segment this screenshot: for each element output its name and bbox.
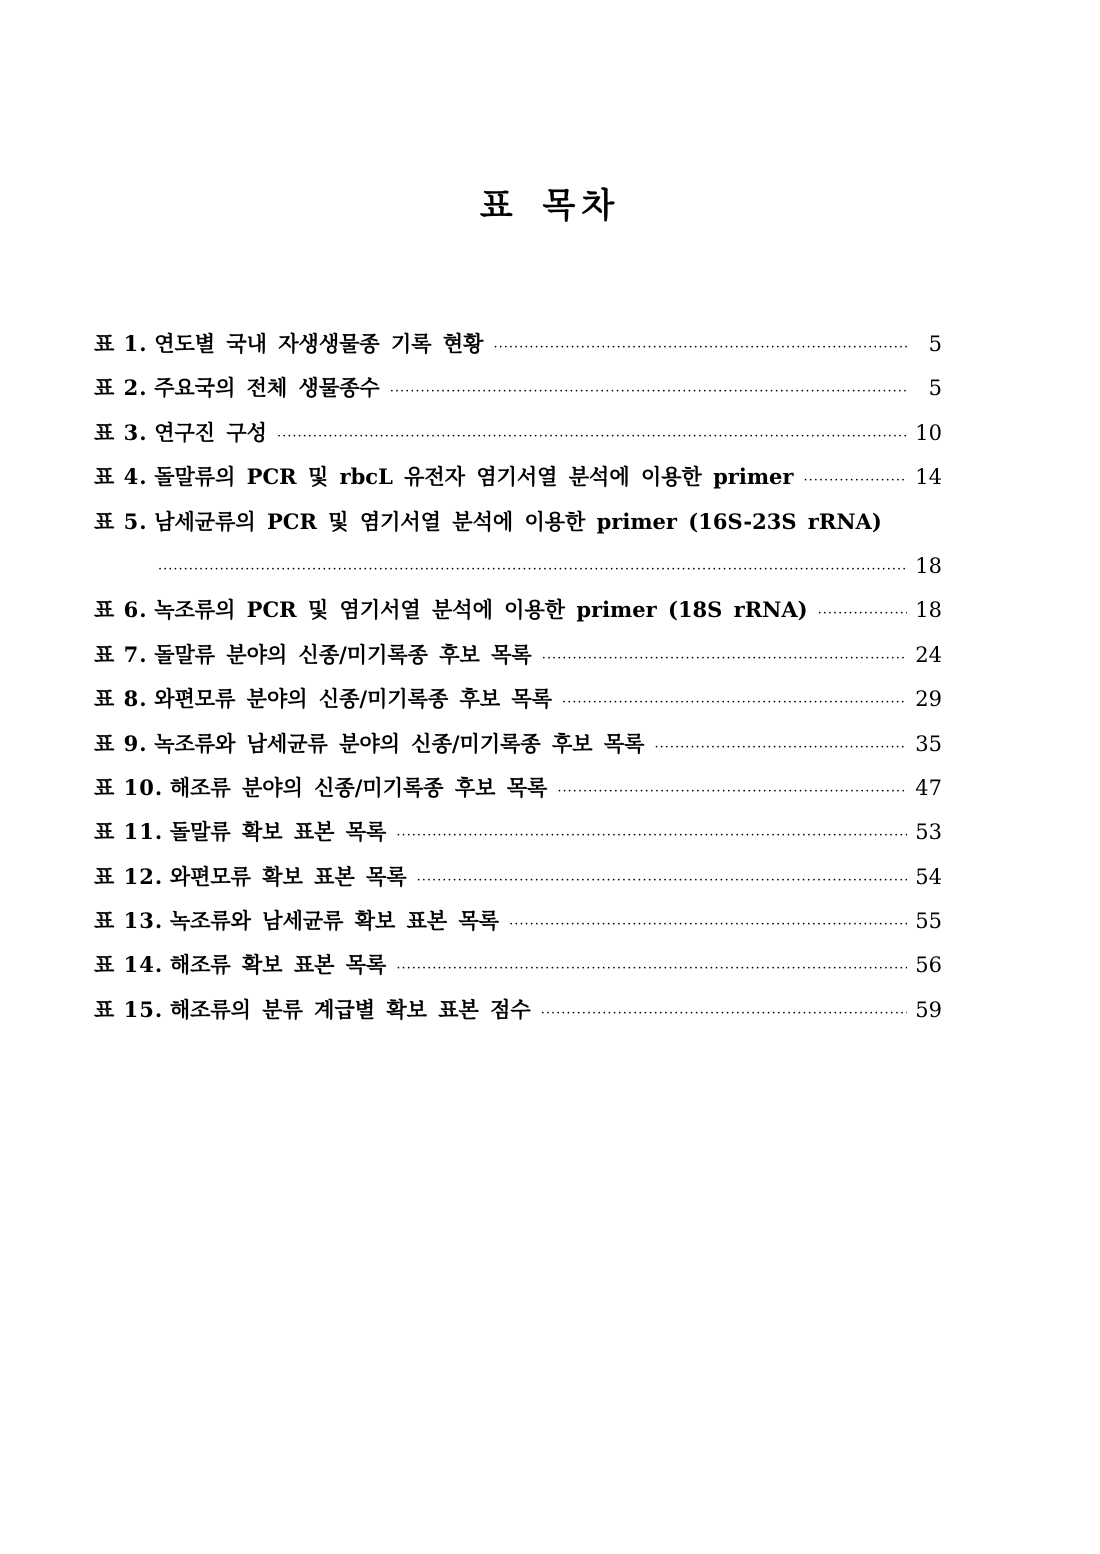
toc-entry-15[interactable] [94, 988, 942, 1032]
toc-entry-label: 녹조류와 남세균류 분야의 신종/미기록종 후보 목록 [154, 730, 645, 756]
toc-entry-number: 표 4. [94, 464, 148, 490]
toc-leader-dots [557, 770, 907, 814]
toc-entry-label: 해조류 분야의 신종/미기록종 후보 목록 [169, 774, 548, 800]
toc-entry-page: 14 [915, 465, 942, 490]
toc-entry-page: 55 [915, 909, 942, 934]
toc-entry-11[interactable] [94, 810, 942, 854]
toc-entry-label: 주요국의 전체 생물종수 [154, 375, 380, 401]
toc-entry-number: 표 7. [94, 641, 148, 667]
toc-entry-14[interactable] [94, 943, 942, 987]
toc-leader-dots [542, 637, 908, 681]
toc-entry-9[interactable] [94, 722, 942, 766]
toc-leader-dots [390, 370, 908, 414]
toc-entry-page: 5 [928, 376, 942, 401]
toc-leader-dots [803, 459, 907, 503]
toc-entry-number: 표 3. [94, 419, 148, 445]
toc-entry-5-continuation[interactable] [94, 544, 942, 588]
toc-entry-8[interactable] [94, 677, 942, 721]
table-of-contents [94, 322, 942, 1032]
toc-entry-label: 해조류의 분류 계급별 확보 표본 점수 [169, 996, 531, 1022]
toc-entry-number: 표 13. [94, 908, 164, 934]
toc-entry-page: 54 [915, 864, 942, 889]
toc-entry-page: 59 [915, 997, 942, 1022]
toc-entry-page: 29 [915, 687, 942, 712]
toc-leader-dots [396, 947, 907, 991]
toc-entry-number: 표 2. [94, 375, 148, 401]
toc-entry-page: 53 [915, 820, 942, 845]
toc-entry-number: 표 15. [94, 996, 164, 1022]
toc-entry-label: 연도별 국내 자생생물종 기록 현황 [154, 331, 484, 356]
toc-leader-dots [417, 859, 908, 903]
toc-entry-label: 녹조류의 PCR 및 염기서열 분석에 이용한 primer (18S rRNA) [154, 597, 808, 623]
toc-entry-label: 돌말류의 PCR 및 rbcL 유전자 염기서열 분석에 이용한 primer [154, 464, 794, 490]
toc-entry-3[interactable] [94, 411, 942, 455]
toc-entry-page: 18 [915, 553, 942, 578]
toc-leader-dots [818, 592, 908, 636]
toc-leader-dots [541, 992, 908, 1036]
page-title: 표 목차 [479, 186, 621, 226]
toc-entry-number: 표 5. [94, 508, 148, 534]
toc-leader-dots [654, 726, 907, 770]
toc-leader-dots [277, 415, 907, 459]
toc-entry-page: 47 [915, 775, 942, 800]
toc-entry-page: 56 [915, 953, 942, 978]
toc-leader-dots [562, 681, 907, 725]
toc-entry-7[interactable] [94, 633, 942, 677]
toc-entry-4[interactable] [94, 455, 942, 499]
toc-entry-label: 와편모류 분야의 신종/미기록종 후보 목록 [154, 686, 552, 712]
toc-entry-number: 표 1. [94, 331, 148, 356]
toc-entry-label: 돌말류 분야의 신종/미기록종 후보 목록 [154, 641, 532, 667]
toc-entry-number: 표 8. [94, 686, 148, 712]
toc-entry-label: 와편모류 확보 표본 목록 [169, 863, 407, 889]
toc-entry-number: 표 6. [94, 597, 148, 623]
toc-entry-page: 18 [915, 598, 942, 623]
toc-entry-label: 남세균류의 PCR 및 염기서열 분석에 이용한 primer (16S-23S rRNA) [154, 508, 882, 534]
toc-entry-2[interactable] [94, 366, 942, 410]
toc-entry-6[interactable] [94, 588, 942, 632]
toc-entry-10[interactable] [94, 766, 942, 810]
toc-entry-label: 해조류 확보 표본 목록 [169, 952, 387, 978]
toc-entry-page: 5 [928, 332, 942, 356]
toc-entry-page: 10 [915, 420, 942, 445]
toc-entry-1[interactable] [94, 322, 942, 366]
toc-entry-number: 표 9. [94, 730, 148, 756]
toc-entry-number: 표 12. [94, 863, 164, 889]
toc-leader-dots [158, 548, 907, 592]
toc-entry-12[interactable] [94, 855, 942, 899]
toc-leader-dots [493, 326, 908, 370]
toc-entry-page: 24 [915, 642, 942, 667]
toc-entry-13[interactable] [94, 899, 942, 943]
toc-entry-label: 녹조류와 남세균류 확보 표본 목록 [169, 908, 500, 934]
toc-entry-number: 표 10. [94, 774, 164, 800]
toc-leader-dots [509, 903, 907, 947]
toc-entry-label: 돌말류 확보 표본 목록 [169, 819, 387, 845]
toc-entry-5[interactable] [94, 500, 942, 544]
toc-entry-number: 표 11. [94, 819, 164, 845]
toc-entry-label: 연구진 구성 [154, 419, 267, 445]
toc-leader-dots [396, 814, 907, 858]
toc-entry-number: 표 14. [94, 952, 164, 978]
toc-entry-page: 35 [915, 731, 942, 756]
